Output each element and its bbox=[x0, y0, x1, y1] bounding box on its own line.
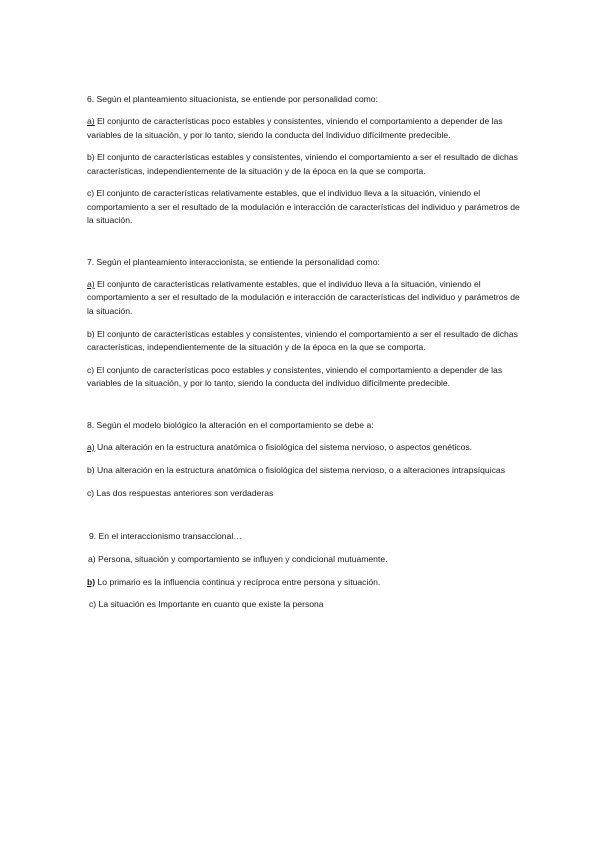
question-9-title: 9. En el interaccionismo transaccional… bbox=[89, 531, 242, 542]
option-text: Las dos respuestas anteriores son verdaderas bbox=[94, 487, 274, 498]
option-letter: a) bbox=[87, 279, 95, 290]
option-text: El conjunto de características relativamente estables, que el individuo lleva a la situación, viniendo el comportamiento a ser el resultado de la modulación e interacción de características del individuo y parámetros de la situación. bbox=[87, 188, 520, 226]
question-8-option-c bbox=[87, 487, 527, 500]
question-6 bbox=[87, 93, 527, 227]
option-letter: c) bbox=[89, 599, 97, 610]
question-7-title: 7. Según el planteamiento interaccionista, se entiende la personalidad como: bbox=[87, 256, 380, 267]
option-text: El conjunto de características poco estables y consistentes, viniendo el comportamiento a depender de las variables de la situación, y por lo tanto, siendo la conducta del individuo difícilmente predecible. bbox=[87, 364, 503, 388]
option-text: Una alteración en la estructura anatómica o fisiológica del sistema nervioso, o aspectos genéticos. bbox=[94, 442, 473, 453]
option-letter: a) bbox=[87, 442, 95, 453]
option-text: Una alteración en la estructura anatómica o fisiológica del sistema nervioso, o a alteraciones intrapsíquicas bbox=[94, 464, 505, 475]
document-page bbox=[87, 93, 527, 621]
option-text: La situación es Importante en cuanto que existe la persona bbox=[96, 599, 324, 610]
option-letter: c) bbox=[87, 364, 95, 375]
question-7 bbox=[87, 256, 527, 390]
question-6-title: 6. Según el planteamiento situacionista, se entiende por personalidad como: bbox=[87, 94, 378, 104]
question-6-option-c bbox=[87, 187, 527, 227]
option-letter: a) bbox=[87, 116, 95, 127]
question-7-option-b bbox=[87, 328, 527, 355]
option-letter: b) bbox=[87, 576, 96, 587]
option-letter: b) bbox=[87, 464, 95, 475]
question-7-option-c bbox=[87, 364, 527, 391]
option-letter: b) bbox=[87, 152, 95, 163]
option-letter: c) bbox=[87, 487, 95, 498]
option-letter: b) bbox=[87, 328, 95, 339]
option-text: Persona, situación y comportamiento se influyen y condicional mutuamente. bbox=[95, 553, 388, 564]
question-8 bbox=[87, 419, 527, 500]
question-6-option-a bbox=[87, 115, 527, 142]
question-9-option-c bbox=[89, 598, 527, 611]
question-9 bbox=[87, 530, 527, 611]
question-8-title: 8. Según el modelo biológico la alteración en el comportamiento se debe a: bbox=[87, 419, 374, 430]
option-letter: c) bbox=[87, 188, 95, 199]
option-text: El conjunto de características estables y consistentes, viniendo el comportamiento a ser el resultado de dichas características, independientemente de la situación y de la época en la que se comporta. bbox=[87, 328, 518, 352]
option-letter: a) bbox=[88, 553, 96, 564]
question-6-option-b bbox=[87, 151, 527, 178]
option-text: El conjunto de características estables y consistentes, viniendo el comportamiento a ser el resultado de dichas características, independientemente de la situación y de la época en la que se comporta. bbox=[87, 152, 518, 176]
question-8-option-a bbox=[87, 441, 527, 454]
question-9-option-b bbox=[87, 576, 527, 589]
question-7-option-a bbox=[87, 278, 527, 318]
option-text: El conjunto de características relativamente estables, que el individuo lleva a la situación, viniendo el comportamiento a ser el resultado de la modulación e interacción de características del individuo y parámetros de la situación. bbox=[87, 279, 520, 316]
question-9-option-a bbox=[88, 553, 527, 566]
question-8-option-b bbox=[87, 464, 527, 477]
option-text: Lo primario es la influencia continua y recíproca entre persona y situación. bbox=[95, 576, 381, 587]
option-text: El conjunto de características poco estables y consistentes, viniendo el comportamiento a depender de las variables de la situación, y por lo tanto, siendo la conducta del Individuo difícilmente predecible. bbox=[87, 116, 503, 140]
